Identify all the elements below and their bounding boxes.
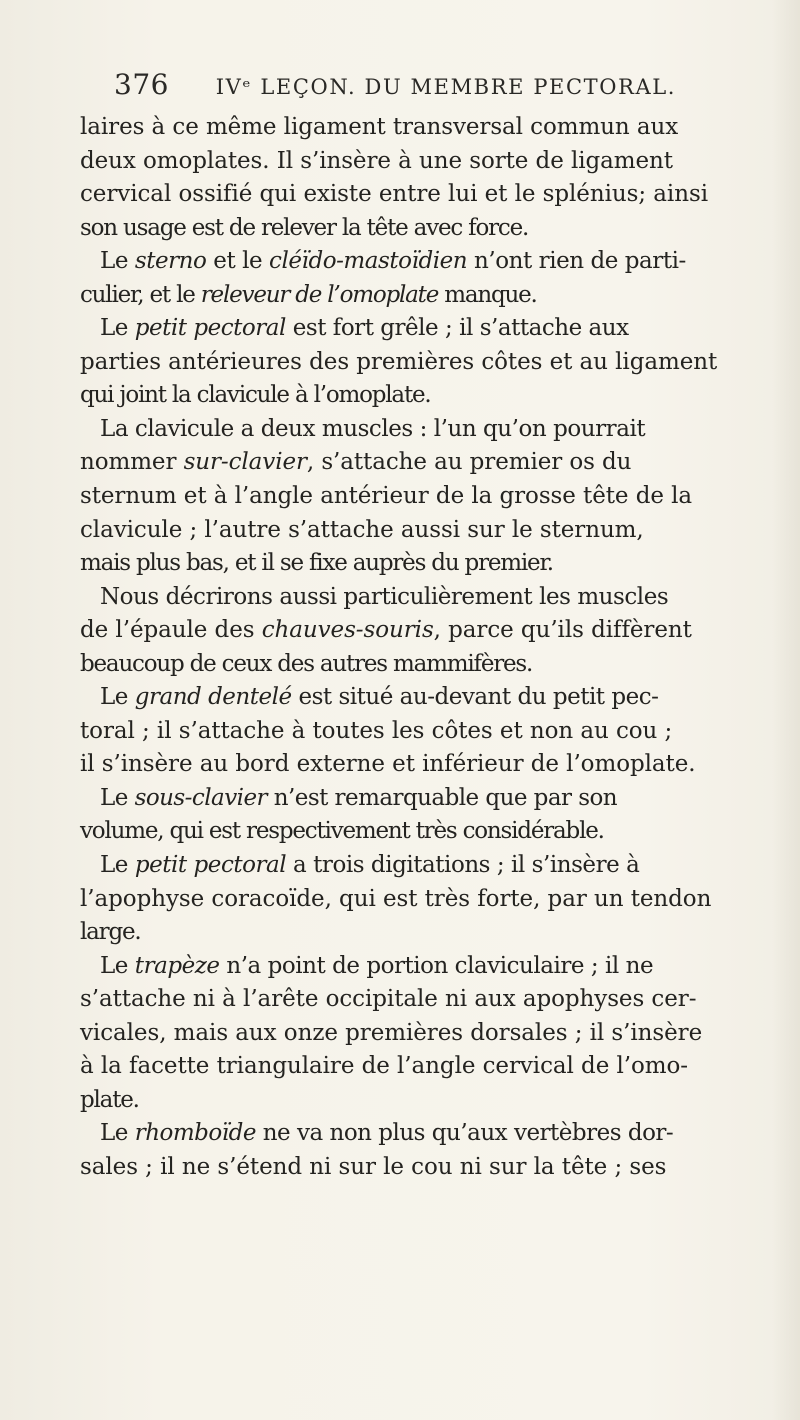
text-line <box>80 782 770 816</box>
line-text: l’apophyse coracoïde, qui est très forte, par un tendon <box>80 885 712 912</box>
page-edge-shadow <box>772 0 800 1420</box>
line-text: qui joint la clavicule à l’omoplate. <box>80 382 431 409</box>
text-line <box>80 111 770 145</box>
text-line <box>80 614 770 648</box>
line-text: n’a point de portion claviculaire ; il ne <box>219 952 654 979</box>
text-line <box>80 312 770 346</box>
line-text: Le <box>100 684 135 711</box>
line-text: large. <box>80 919 141 946</box>
italic-term: cléïdo-mastoïdien <box>269 248 468 275</box>
line-text: Le <box>100 1120 135 1147</box>
line-text: n’est remarquable que par son <box>266 784 618 811</box>
italic-term: sous-clavier <box>134 784 267 811</box>
body-text <box>80 111 770 1185</box>
italic-term: sterno <box>134 248 207 275</box>
text-line <box>80 815 770 849</box>
line-text: cervical ossifié qui existe entre lui et le splénius; ainsi <box>80 181 708 208</box>
italic-term: sur-clavier <box>183 449 307 476</box>
text-line <box>80 648 770 682</box>
line-text: ne va non plus qu’aux vertèbres dor- <box>255 1120 674 1147</box>
line-text: , s’attache au premier os du <box>306 449 632 476</box>
line-text: Le <box>100 315 135 342</box>
text-line <box>80 145 770 179</box>
italic-term: trapèze <box>134 952 220 979</box>
text-line <box>80 446 770 480</box>
line-text: s’attache ni à l’arête occipitale ni aux apophyses cer- <box>80 986 697 1013</box>
line-text: mais plus bas, et il se fixe auprès du premier. <box>80 550 553 577</box>
text-line <box>80 1017 770 1051</box>
running-head <box>114 68 754 101</box>
line-text: Le <box>100 248 135 275</box>
text-line <box>80 748 770 782</box>
line-text: deux omoplates. Il s’insère à une sorte de ligament <box>80 147 673 174</box>
line-text: à la facette triangulaire de l’angle cervical de l’omo- <box>80 1053 688 1080</box>
line-text: , parce qu’ils diffèrent <box>433 617 692 644</box>
text-line <box>80 413 770 447</box>
italic-term: releveur de l’omoplate <box>200 281 439 308</box>
line-text: nommer <box>80 449 184 476</box>
line-text: est fort grêle ; il s’attache aux <box>285 315 629 342</box>
text-line <box>80 178 770 212</box>
line-text: toral ; il s’attache à toutes les côtes et non au cou ; <box>80 717 673 744</box>
text-line <box>80 883 770 917</box>
text-line <box>80 681 770 715</box>
line-text: Nous décrirons aussi particulièrement les muscles <box>100 583 669 610</box>
line-text: il s’insère au bord externe et inférieur de l’omoplate. <box>80 751 696 778</box>
text-line <box>80 212 770 246</box>
line-text: est situé au-devant du petit pec- <box>291 684 659 711</box>
text-line <box>80 547 770 581</box>
text-line <box>80 1117 770 1151</box>
italic-term: grand dentelé <box>134 684 292 711</box>
line-text: sales ; il ne s’étend ni sur le cou ni sur la tête ; ses <box>80 1153 667 1180</box>
text-line <box>80 916 770 950</box>
line-text: plate. <box>80 1086 139 1113</box>
italic-term: rhomboïde <box>134 1120 256 1147</box>
text-line <box>80 1084 770 1118</box>
line-text: vicales, mais aux onze premières dorsales ; il s’insère <box>80 1019 703 1046</box>
italic-term: chauves-souris <box>261 617 434 644</box>
text-line <box>80 245 770 279</box>
text-line <box>80 983 770 1017</box>
line-text: a trois digitations ; il s’insère à <box>286 852 640 879</box>
text-line <box>80 514 770 548</box>
text-line <box>80 950 770 984</box>
text-line <box>80 379 770 413</box>
text-line <box>80 1050 770 1084</box>
line-text: clavicule ; l’autre s’attache aussi sur le sternum, <box>80 516 644 543</box>
text-line <box>80 715 770 749</box>
line-text: beaucoup de ceux des autres mammifères. <box>80 650 533 677</box>
line-text: Le <box>100 784 135 811</box>
line-text: Le <box>100 852 135 879</box>
running-title: IVᵉ LEÇON. DU MEMBRE PECTORAL. <box>215 75 677 99</box>
line-text: volume, qui est respectivement très considérable. <box>80 818 604 845</box>
line-text: Le <box>100 952 135 979</box>
line-text: laires à ce même ligament transversal commun aux <box>80 114 679 140</box>
text-line <box>80 279 770 313</box>
page-number: 376 <box>114 68 169 101</box>
line-text: parties antérieures des premières côtes et au ligament <box>80 348 718 375</box>
text-line <box>80 1151 770 1185</box>
italic-term: petit pectoral <box>134 315 286 342</box>
text-line <box>80 581 770 615</box>
line-text: n’ont rien de parti- <box>467 248 686 275</box>
text-line <box>80 480 770 514</box>
line-text: manque. <box>438 281 537 308</box>
line-text: de l’épaule des <box>80 617 262 644</box>
line-text: La clavicule a deux muscles : l’un qu’on pourrait <box>100 415 646 442</box>
line-text: culier, et le <box>80 281 201 308</box>
text-line <box>80 346 770 380</box>
line-text: son usage est de relever la tête avec force. <box>80 214 529 241</box>
line-text: sternum et à l’angle antérieur de la grosse tête de la <box>80 483 693 510</box>
text-line <box>80 849 770 883</box>
italic-term: petit pectoral <box>134 852 287 879</box>
line-text: et le <box>206 248 270 275</box>
